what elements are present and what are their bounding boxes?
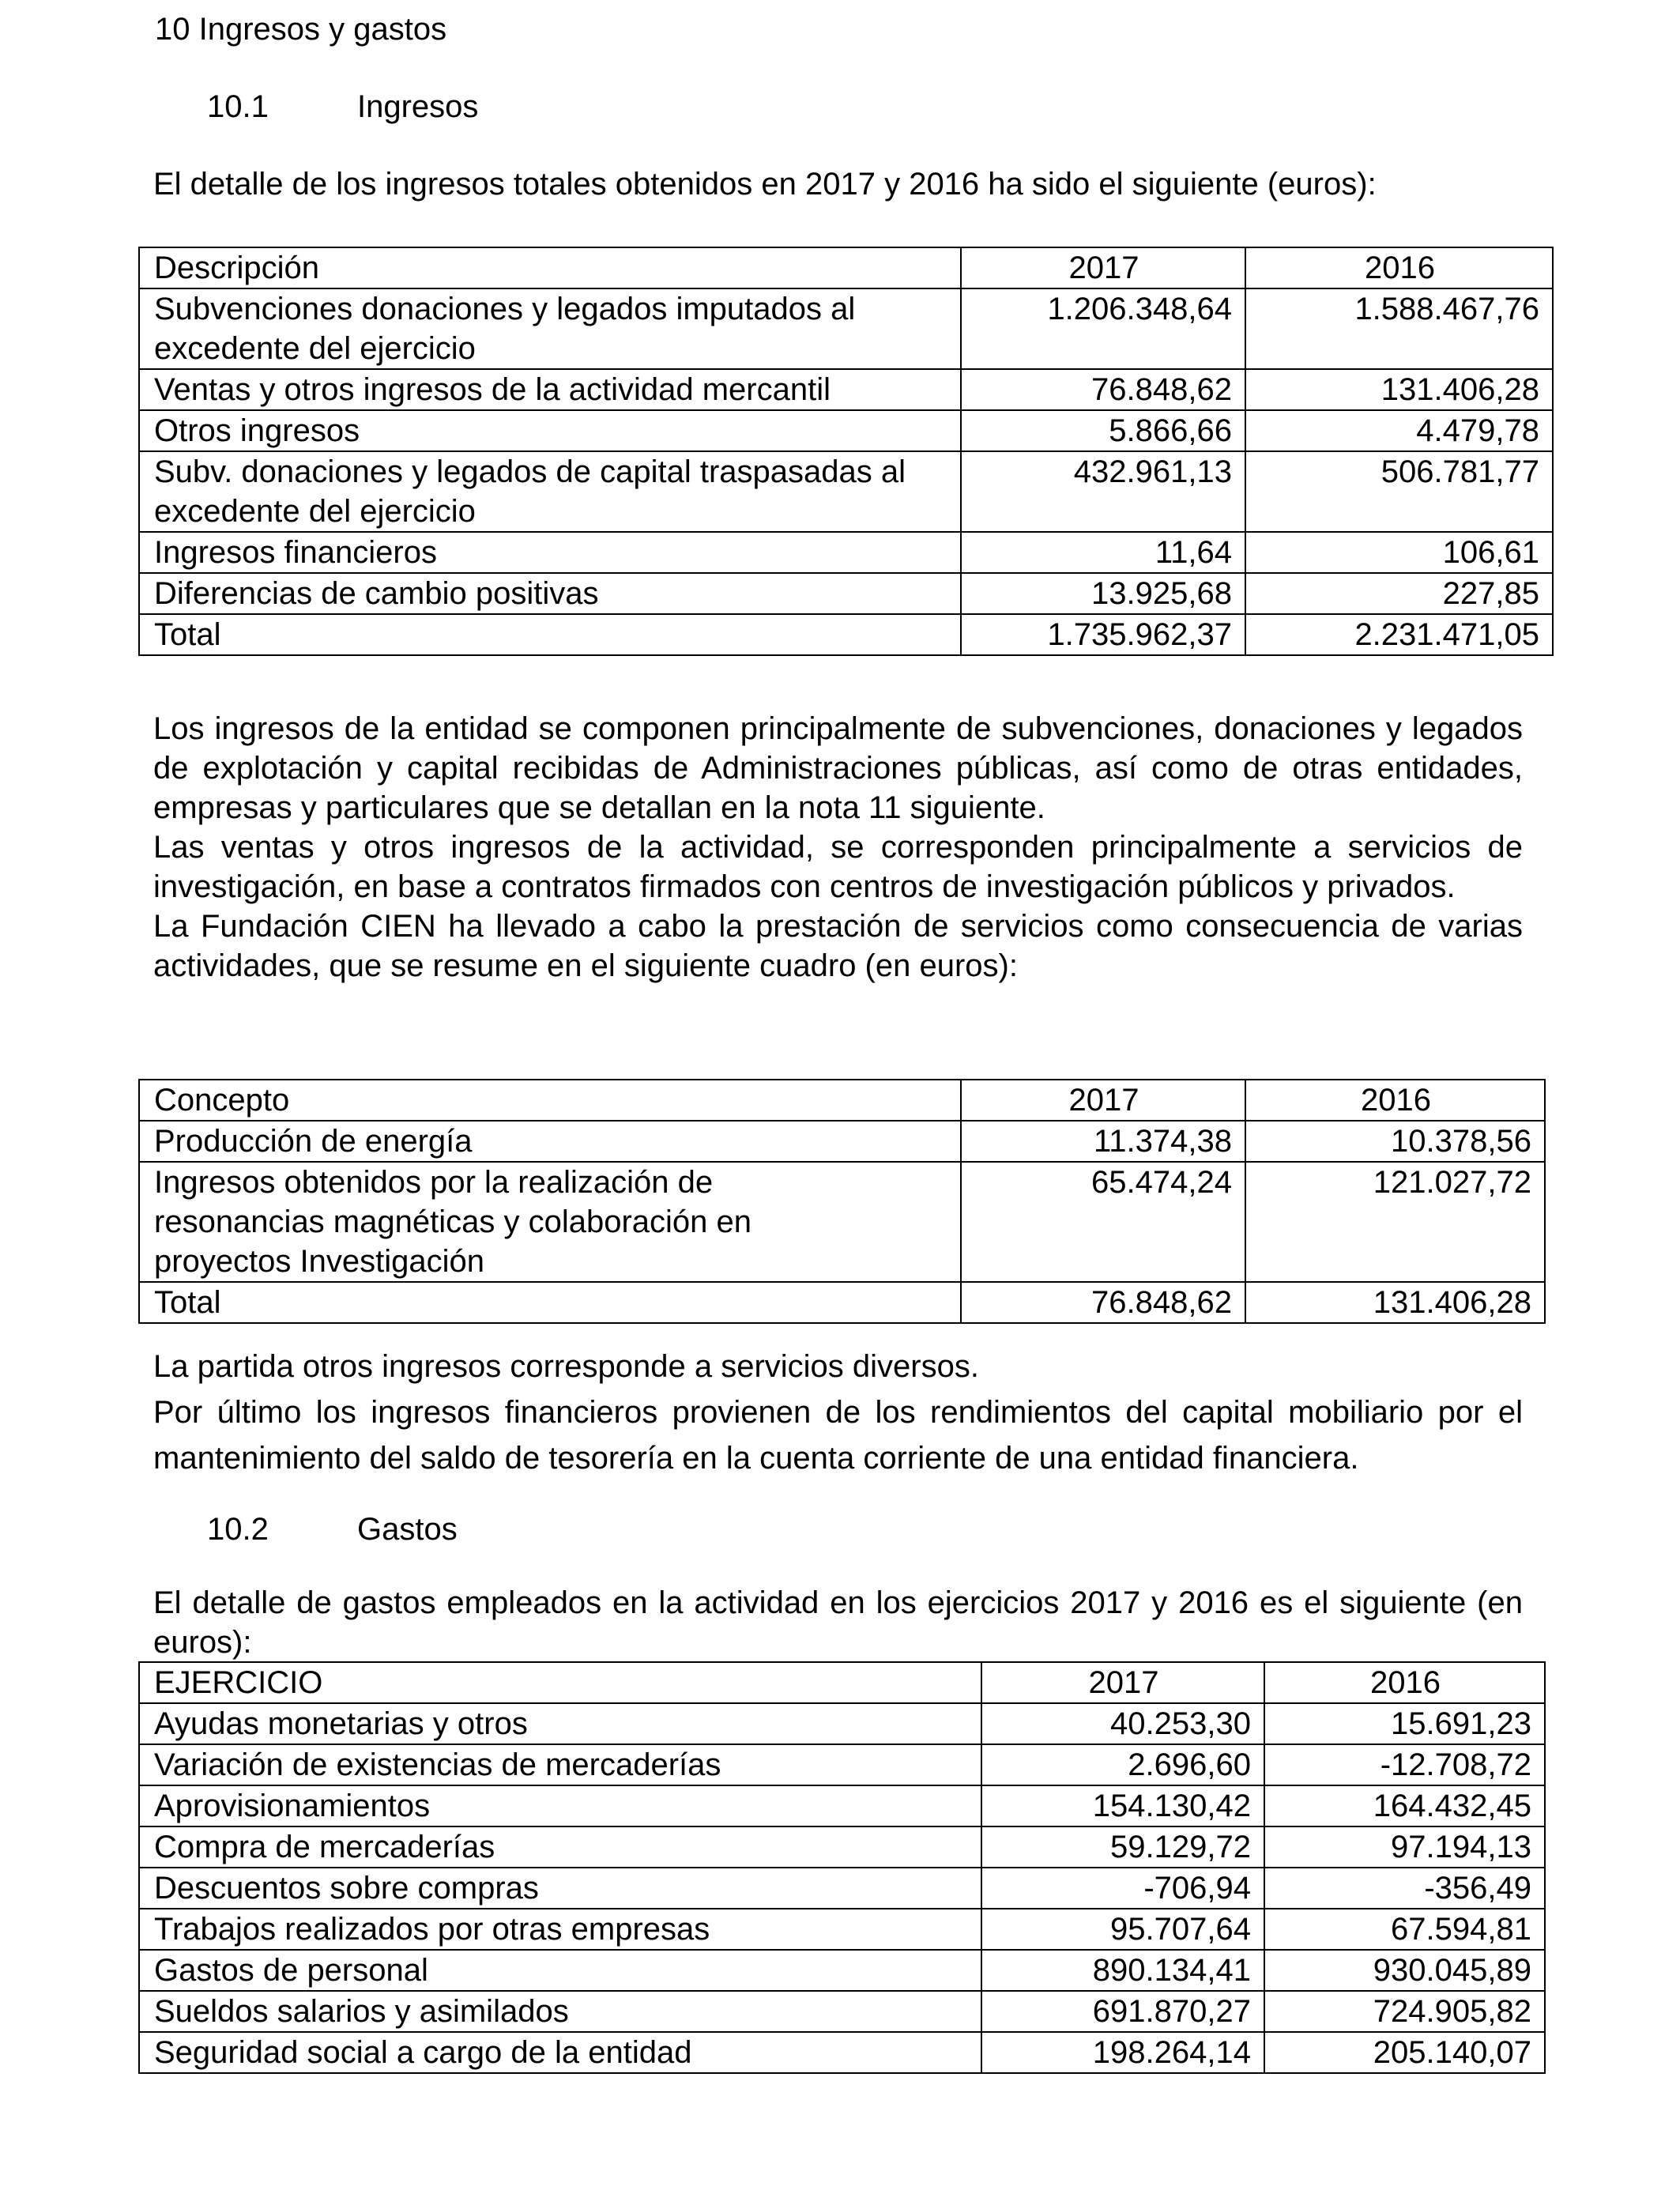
table-row bbox=[139, 369, 1553, 410]
table-row bbox=[139, 1121, 1545, 1162]
row-label: Variación de existencias de mercaderías bbox=[139, 1744, 981, 1785]
ingresos-heading bbox=[207, 87, 681, 126]
header-cell: 2017 bbox=[961, 247, 1245, 288]
table-row bbox=[139, 288, 1553, 369]
value-2017: 40.253,30 bbox=[981, 1703, 1264, 1744]
value-2016: 506.781,77 bbox=[1245, 451, 1553, 532]
table-row bbox=[139, 1826, 1545, 1868]
gastos-intro: El detalle de gastos empleados en la actividad en los ejercicios 2017 y 2016 es el siguiente (en euros): bbox=[153, 1585, 1523, 1660]
header-cell: EJERCICIO bbox=[139, 1662, 981, 1703]
value-2016: 97.194,13 bbox=[1264, 1826, 1545, 1868]
value-2016: -356,49 bbox=[1264, 1868, 1545, 1909]
table-row bbox=[139, 451, 1553, 532]
table-row bbox=[139, 410, 1553, 451]
row-label: Descuentos sobre compras bbox=[139, 1868, 981, 1909]
value-2016: 131.406,28 bbox=[1245, 1282, 1545, 1323]
value-2017: 1.735.962,37 bbox=[961, 614, 1245, 655]
value-2016: 1.588.467,76 bbox=[1245, 288, 1553, 369]
ingresos-table bbox=[138, 247, 1554, 656]
row-label: Total bbox=[139, 614, 961, 655]
ingresos-intro: El detalle de los ingresos totales obtenidos en 2017 y 2016 ha sido el siguiente (euros): bbox=[153, 167, 1377, 202]
table-row bbox=[139, 1162, 1545, 1282]
value-2017: 2.696,60 bbox=[981, 1744, 1264, 1785]
table-total-row bbox=[139, 1282, 1545, 1323]
paragraph: Los ingresos de la entidad se componen principalmente de subvenciones, donaciones y legados de explotación y capital recibidas de Administraciones públicas, así como de otras entidades, empresas y particulares que se detallan en la nota 11 siguiente. bbox=[153, 711, 1523, 825]
gastos-heading bbox=[207, 1510, 681, 1549]
row-label: Ayudas monetarias y otros bbox=[139, 1703, 981, 1744]
ingresos-paragraphs bbox=[153, 709, 1523, 986]
paragraph: Por último los ingresos financieros provienen de los rendimientos del capital mobiliario por el mantenimiento del saldo de tesorería en la cuenta corriente de una entidad financiera. bbox=[153, 1395, 1523, 1476]
row-label: Otros ingresos bbox=[139, 410, 961, 451]
value-2017: -706,94 bbox=[981, 1868, 1264, 1909]
ingresos-closing bbox=[153, 1344, 1523, 1481]
table-row bbox=[139, 1744, 1545, 1785]
paragraph: La Fundación CIEN ha llevado a cabo la prestación de servicios como consecuencia de varias actividades, que se resume en el siguiente cuadro (en euros): bbox=[153, 909, 1523, 983]
header-cell: 2017 bbox=[961, 1080, 1245, 1121]
table-row bbox=[139, 1991, 1545, 2032]
header-cell: 2016 bbox=[1245, 1080, 1545, 1121]
value-2016: 2.231.471,05 bbox=[1245, 614, 1553, 655]
paragraph: La partida otros ingresos corresponde a servicios diversos. bbox=[153, 1349, 979, 1384]
value-2017: 691.870,27 bbox=[981, 1991, 1264, 2032]
row-label: Aprovisionamientos bbox=[139, 1785, 981, 1826]
value-2016: 227,85 bbox=[1245, 573, 1553, 614]
value-2016: 930.045,89 bbox=[1264, 1950, 1545, 1991]
value-2017: 5.866,66 bbox=[961, 410, 1245, 451]
value-2016: 15.691,23 bbox=[1264, 1703, 1545, 1744]
row-label: Ingresos financieros bbox=[139, 532, 961, 573]
paragraph: Las ventas y otros ingresos de la actividad, se corresponden principalmente a servicios de investigación, en base a contratos firmados con centros de investigación públicos y privados. bbox=[153, 830, 1523, 904]
value-2017: 1.206.348,64 bbox=[961, 288, 1245, 369]
value-2016: 164.432,45 bbox=[1264, 1785, 1545, 1826]
value-2016: 10.378,56 bbox=[1245, 1121, 1545, 1162]
table-row bbox=[139, 1703, 1545, 1744]
header-cell: Descripción bbox=[139, 247, 961, 288]
header-cell: 2016 bbox=[1245, 247, 1553, 288]
value-2017: 890.134,41 bbox=[981, 1950, 1264, 1991]
header-cell: Concepto bbox=[139, 1080, 961, 1121]
header-cell: 2016 bbox=[1264, 1662, 1545, 1703]
table-total-row bbox=[139, 614, 1553, 655]
value-2017: 59.129,72 bbox=[981, 1826, 1264, 1868]
value-2017: 11,64 bbox=[961, 532, 1245, 573]
row-label: Subv. donaciones y legados de capital traspasadas al excedente del ejercicio bbox=[139, 451, 961, 532]
value-2016: 131.406,28 bbox=[1245, 369, 1553, 410]
table-row bbox=[139, 1909, 1545, 1950]
row-label: Total bbox=[139, 1282, 961, 1323]
row-label: Compra de mercaderías bbox=[139, 1826, 981, 1868]
value-2016: 121.027,72 bbox=[1245, 1162, 1545, 1282]
value-2016: -12.708,72 bbox=[1264, 1744, 1545, 1785]
table-row bbox=[139, 2032, 1545, 2073]
value-2016: 106,61 bbox=[1245, 532, 1553, 573]
row-label: Diferencias de cambio positivas bbox=[139, 573, 961, 614]
value-2016: 4.479,78 bbox=[1245, 410, 1553, 451]
services-table bbox=[138, 1079, 1546, 1324]
table-row bbox=[139, 573, 1553, 614]
table-header-row bbox=[139, 1080, 1545, 1121]
section-title: 10 Ingresos y gastos bbox=[155, 12, 447, 47]
value-2016: 67.594,81 bbox=[1264, 1909, 1545, 1950]
ingresos-number: 10.1 bbox=[207, 89, 269, 124]
value-2017: 432.961,13 bbox=[961, 451, 1245, 532]
value-2017: 76.848,62 bbox=[961, 369, 1245, 410]
value-2017: 11.374,38 bbox=[961, 1121, 1245, 1162]
gastos-number: 10.2 bbox=[207, 1512, 269, 1547]
row-label: Subvenciones donaciones y legados imputados al excedente del ejercicio bbox=[139, 288, 961, 369]
table-row bbox=[139, 532, 1553, 573]
row-label: Ingresos obtenidos por la realización de resonancias magnéticas y colaboración en proyectos Investigación bbox=[139, 1162, 961, 1282]
value-2017: 95.707,64 bbox=[981, 1909, 1264, 1950]
row-label: Seguridad social a cargo de la entidad bbox=[139, 2032, 981, 2073]
value-2017: 154.130,42 bbox=[981, 1785, 1264, 1826]
header-cell: 2017 bbox=[981, 1662, 1264, 1703]
table-row bbox=[139, 1950, 1545, 1991]
row-label: Trabajos realizados por otras empresas bbox=[139, 1909, 981, 1950]
row-label: Producción de energía bbox=[139, 1121, 961, 1162]
value-2017: 76.848,62 bbox=[961, 1282, 1245, 1323]
value-2016: 724.905,82 bbox=[1264, 1991, 1545, 2032]
table-header-row bbox=[139, 247, 1553, 288]
value-2017: 65.474,24 bbox=[961, 1162, 1245, 1282]
value-2017: 198.264,14 bbox=[981, 2032, 1264, 2073]
row-label: Gastos de personal bbox=[139, 1950, 981, 1991]
table-row bbox=[139, 1868, 1545, 1909]
row-label: Ventas y otros ingresos de la actividad mercantil bbox=[139, 369, 961, 410]
table-row bbox=[139, 1785, 1545, 1826]
table-header-row bbox=[139, 1662, 1545, 1703]
value-2016: 205.140,07 bbox=[1264, 2032, 1545, 2073]
gastos-title: Gastos bbox=[357, 1512, 458, 1547]
value-2017: 13.925,68 bbox=[961, 573, 1245, 614]
ingresos-title: Ingresos bbox=[357, 89, 479, 124]
row-label: Sueldos salarios y asimilados bbox=[139, 1991, 981, 2032]
gastos-table bbox=[138, 1661, 1546, 2074]
